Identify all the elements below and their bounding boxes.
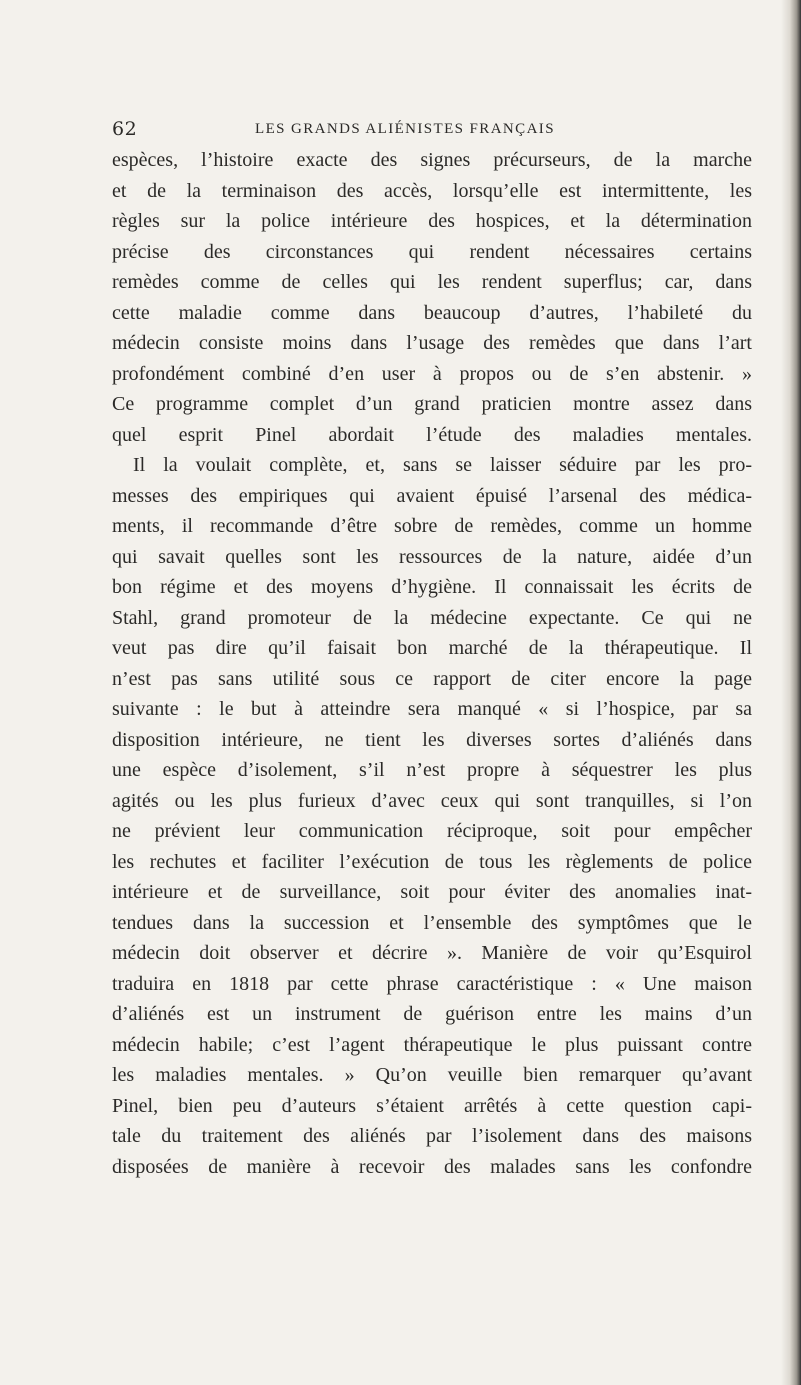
page-edge-shadow bbox=[781, 0, 801, 1385]
text-line: remèdes comme de celles qui les rendent superflus; car, dans bbox=[112, 271, 752, 293]
paragraph-first-line: Il la voulait complète, et, sans se laisser séduire par les pro- bbox=[133, 454, 752, 476]
text-line: qui savait quelles sont les ressources de la nature, aidée d’un bbox=[112, 545, 752, 568]
text-line: suivante : le but à atteindre sera manqué « si l’hospice, par sa bbox=[112, 698, 752, 720]
text-line: ments, il recommande d’être sobre de remèdes, comme un homme bbox=[112, 515, 752, 537]
text-line: précise des circonstances qui rendent nécessaires certains bbox=[112, 240, 752, 263]
running-title: LES GRANDS ALIÉNISTES FRANÇAIS bbox=[255, 121, 555, 137]
text-line: règles sur la police intérieure des hospices, et la détermination bbox=[112, 210, 752, 232]
text-line: d’aliénés est un instrument de guérison entre les mains d’un bbox=[112, 1003, 752, 1025]
text-line: tale du traitement des aliénés par l’isolement dans des maisons bbox=[112, 1125, 752, 1147]
text-line: disposées de manière à recevoir des malades sans les confondre bbox=[112, 1155, 752, 1178]
text-line: médecin doit observer et décrire ». Manière de voir qu’Esquirol bbox=[112, 942, 752, 964]
text-line: Ce programme complet d’un grand praticien montre assez dans bbox=[112, 393, 752, 415]
text-line: intérieure et de surveillance, soit pour éviter des anomalies inat- bbox=[112, 881, 752, 903]
text-line: tendues dans la succession et l’ensemble des symptômes que le bbox=[112, 911, 752, 934]
text-line: quel esprit Pinel abordait l’étude des maladies mentales. bbox=[112, 423, 752, 446]
text-line: espèces, l’histoire exacte des signes précurseurs, de la marche bbox=[112, 149, 752, 171]
text-line: Pinel, bien peu d’auteurs s’étaient arrêtés à cette question capi- bbox=[112, 1094, 752, 1117]
text-line: veut pas dire qu’il faisait bon marché de la thérapeutique. Il bbox=[112, 637, 752, 659]
running-header bbox=[112, 118, 752, 146]
text-line: profondément combiné d’en user à propos ou de s’en abstenir. » bbox=[112, 362, 752, 385]
text-line: cette maladie comme dans beaucoup d’autres, l’habileté du bbox=[112, 301, 752, 324]
text-line: Stahl, grand promoteur de la médecine expectante. Ce qui ne bbox=[112, 606, 752, 629]
text-line: les maladies mentales. » Qu’on veuille bien remarquer qu’avant bbox=[112, 1064, 752, 1086]
text-line: les rechutes et faciliter l’exécution de tous les règlements de police bbox=[112, 850, 752, 873]
text-line: disposition intérieure, ne tient les diverses sortes d’aliénés dans bbox=[112, 728, 752, 751]
text-line: traduira en 1818 par cette phrase caractéristique : « Une maison bbox=[112, 972, 752, 995]
text-line: ne prévient leur communication réciproque, soit pour empêcher bbox=[112, 820, 752, 842]
text-line: médecin habile; c’est l’agent thérapeutique le plus puissant contre bbox=[112, 1033, 752, 1056]
text-line: bon régime et des moyens d’hygiène. Il connaissait les écrits de bbox=[112, 576, 752, 598]
page-number: 62 bbox=[112, 118, 138, 140]
text-line: médecin consiste moins dans l’usage des remèdes que dans l’art bbox=[112, 332, 752, 354]
text-line: messes des empiriques qui avaient épuisé l’arsenal des médica- bbox=[112, 484, 752, 507]
text-line: et de la terminaison des accès, lorsqu’elle est intermittente, les bbox=[112, 179, 752, 202]
text-line: n’est pas sans utilité sous ce rapport de citer encore la page bbox=[112, 667, 752, 690]
text-line: agités ou les plus furieux d’avec ceux qui sont tranquilles, si l’on bbox=[112, 789, 752, 812]
body-text bbox=[112, 145, 752, 1182]
text-line: une espèce d’isolement, s’il n’est propre à séquestrer les plus bbox=[112, 759, 752, 781]
